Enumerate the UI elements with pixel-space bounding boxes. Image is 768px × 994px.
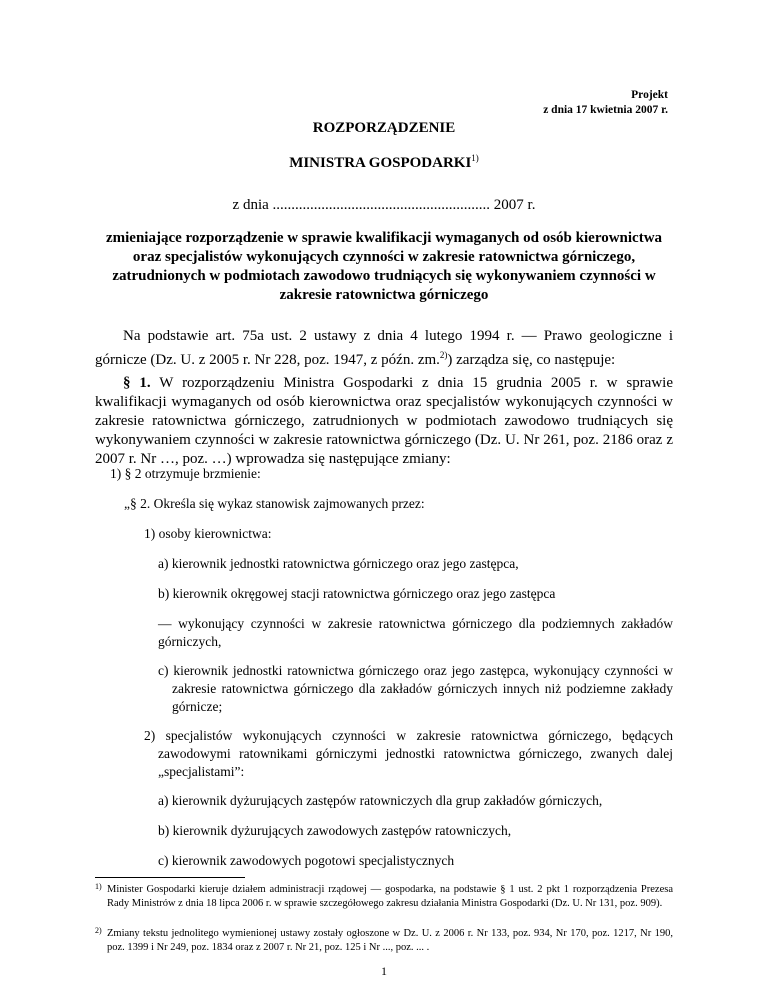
legal-basis-paragraph	[95, 327, 673, 370]
draft-date: z dnia 17 kwietnia 2007 r.	[543, 104, 668, 116]
list-subitem-2a: a) kierownik dyżurujących zastępów ratowniczych dla grup zakładów górniczych,	[158, 793, 603, 808]
footnote-separator	[95, 877, 245, 878]
issuer-heading	[95, 149, 673, 172]
list-subitem-1c: c) kierownik jednostki ratownictwa górniczego oraz jego zastępca, wykonujący czynności w zakresie ratownictwa górniczego dla zakładów górniczych innych niż podziemne zakłady górnicze;	[158, 663, 673, 714]
footnote-2	[95, 927, 673, 954]
draft-header	[543, 88, 668, 118]
act-date-line: z dnia .......................................................... 2007 r.	[232, 197, 536, 213]
list-subitem-1a: a) kierownik jednostki ratownictwa górniczego oraz jego zastępca,	[158, 556, 519, 571]
list-subitem-2b: b) kierownik dyżurujących zawodowych zastępów ratowniczych,	[158, 823, 512, 838]
footnote-2-text: Zmiany tekstu jednolitego wymienionej ustawy zostały ogłoszone w Dz. U. z 2006 r. Nr 133, poz. 934, Nr 170, poz. 1217, Nr 190, poz. 1399 i Nr 249, poz. 1834 oraz z 2007 r. Nr 21, poz. 125 i Nr ..., poz. ... .	[107, 928, 673, 953]
footnote-1	[95, 883, 673, 910]
footnote-2-marker: 2)	[95, 926, 102, 935]
act-title: zmieniające rozporządzenie w sprawie kwalifikacji wymaganych od osób kierownictwa oraz specjalistów wykonujących czynności w zakresie ratownictwa górniczego, zatrudnionych w podmiotach zawodowo trudniących się wykonywaniem czynności w zakresie ratownictwa górniczego	[105, 230, 663, 303]
section-1-label: § 1.	[123, 375, 151, 391]
amendment-item-1: 1) § 2 otrzymuje brzmienie:	[110, 466, 261, 481]
legal-basis-text: Na podstawie art. 75a ust. 2 ustawy z dnia 4 lutego 1994 r. — Prawo geologiczne i górnicze (Dz. U. z 2005 r. Nr 228, poz. 1947, z późn. zm.	[95, 328, 673, 368]
page-number: 1	[381, 964, 387, 978]
list-item-management: 1) osoby kierownictwa:	[144, 526, 272, 541]
issuer-name: MINISTRA GOSPODARKI	[289, 155, 472, 171]
footnote-ref-1: 1)	[471, 153, 479, 163]
list-subitem-1b: b) kierownik okręgowej stacji ratownictwa górniczego oraz jego zastępca	[158, 586, 556, 601]
draft-label: Projekt	[631, 89, 668, 101]
list-item-specialists: 2) specjalistów wykonujących czynności w zakresie ratownictwa górniczego, będących zawodowymi ratownikami górniczymi jednostki ratownictwa górniczego, zwanych dalej „specjalistami”:	[144, 728, 673, 779]
footnote-ref-2: 2)	[439, 350, 448, 360]
section-1-text: W rozporządzeniu Ministra Gospodarki z dnia 15 grudnia 2005 r. w sprawie kwalifikacji wymaganych od osób kierownictwa oraz specjalistów wykonujących czynności w zakresie ratownictwa górniczego, zatrudnionych w podmiotach zawodowo trudniących się wykonywaniem czynności w zakresie ratownictwa górniczego (Dz. U. Nr 261, poz. 2186 oraz z 2007 r. Nr …, poz. …) wprowadza się następujące zmiany:	[95, 375, 673, 467]
list-subitem-2c: c) kierownik zawodowych pogotowi specjalistycznych	[158, 853, 455, 868]
footnote-1-marker: 1)	[95, 882, 102, 891]
list-dash-clause: — wykonujący czynności w zakresie ratownictwa górniczego dla podziemnych zakładów górniczych,	[158, 616, 673, 649]
section-1-paragraph	[95, 374, 673, 469]
act-type-heading: ROZPORZĄDZENIE	[312, 120, 456, 136]
footnote-1-text: Minister Gospodarki kieruje działem administracji rządowej — gospodarka, na podstawie § 1 ust. 2 pkt 1 rozporządzenia Prezesa Rady Ministrów z dnia 18 lipca 2006 r. w sprawie szczegółowego zakresu działania Ministra Gospodarki (Dz. U. Nr 131, poz. 909).	[107, 884, 673, 909]
legal-basis-end: ) zarządza się, co następuje:	[447, 352, 616, 368]
quoted-section-2: „§ 2. Określa się wykaz stanowisk zajmowanych przez:	[124, 496, 425, 511]
